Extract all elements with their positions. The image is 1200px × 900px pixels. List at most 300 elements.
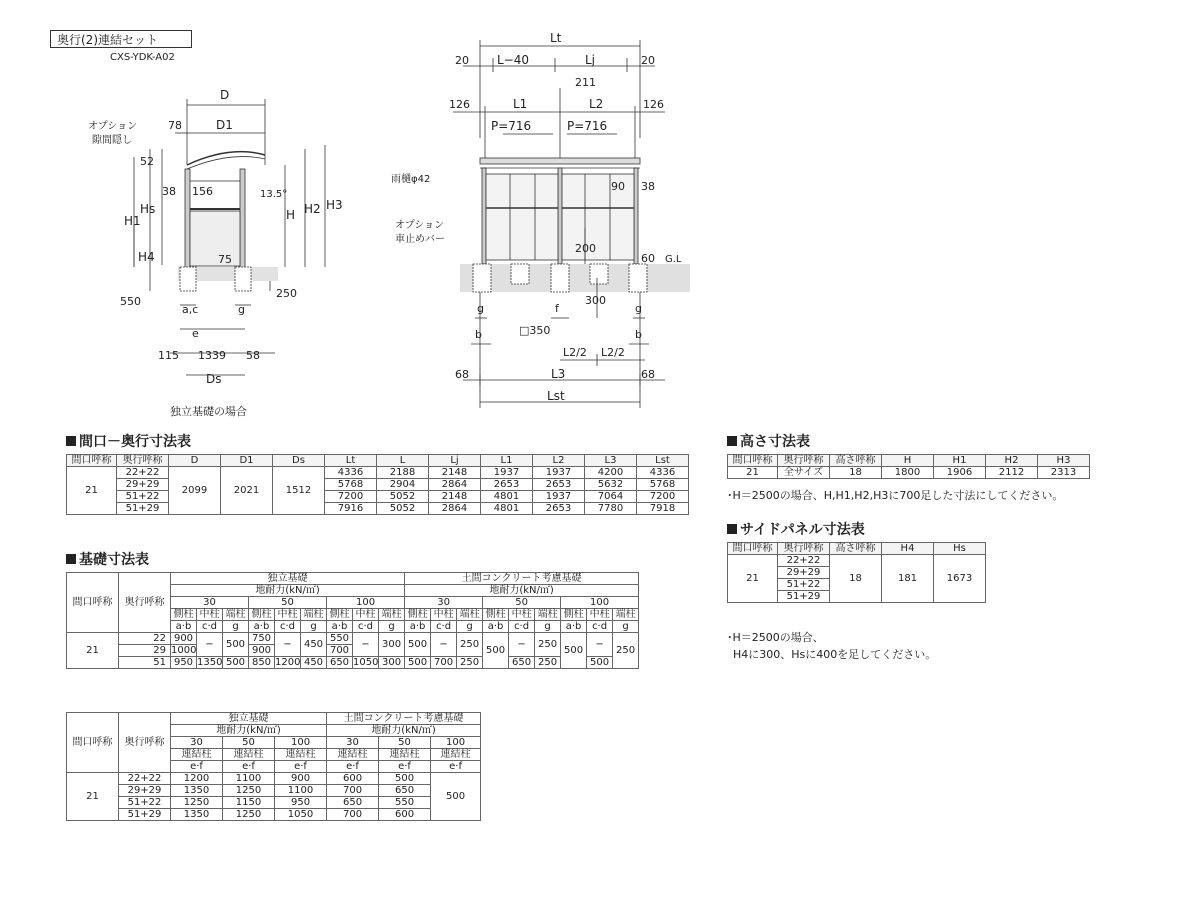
dim-156: 156 bbox=[192, 185, 213, 198]
cell-v: 900 bbox=[171, 633, 197, 645]
frontage-table-heading: 間口－奥行寸法表 bbox=[66, 431, 191, 451]
dim-68-right: 68 bbox=[641, 368, 655, 381]
th-end-post: 端柱 bbox=[613, 609, 639, 621]
th-H: H bbox=[882, 455, 934, 467]
dim-L1: L1 bbox=[513, 97, 528, 111]
dim-1339: 1339 bbox=[198, 349, 226, 362]
cell-v: 250 bbox=[535, 657, 561, 669]
dim-300: 300 bbox=[585, 294, 606, 307]
cell-v: 700 bbox=[431, 657, 457, 669]
dim-e: e bbox=[192, 327, 199, 340]
cell-v: 1350 bbox=[171, 785, 223, 797]
th-Hs: Hs bbox=[934, 543, 986, 555]
cell-D1: 2021 bbox=[221, 467, 273, 515]
th-b100: 100 bbox=[327, 597, 405, 609]
th-mid-post: 中柱 bbox=[587, 609, 613, 621]
cell-v: 1800 bbox=[882, 467, 934, 479]
th-connect-post: 連結柱 bbox=[275, 749, 327, 761]
dim-58: 58 bbox=[246, 349, 260, 362]
model-code: CXS-YDK-A02 bbox=[110, 52, 175, 63]
th-cd: c·d bbox=[509, 621, 535, 633]
th-b100: 100 bbox=[561, 597, 639, 609]
th-D: D bbox=[169, 455, 221, 467]
cell-v: 1200 bbox=[171, 773, 223, 785]
th-ef: e·f bbox=[223, 761, 275, 773]
cell-Hs: 1673 bbox=[934, 555, 986, 603]
cell-Lt: 4336 bbox=[325, 467, 377, 479]
cell-Lst: 4336 bbox=[637, 467, 689, 479]
th-H4: H4 bbox=[882, 543, 934, 555]
cell-v: 1050 bbox=[275, 809, 327, 821]
cell-depth: 22+22 bbox=[117, 467, 169, 479]
cell-depth: 29+29 bbox=[778, 567, 830, 579]
th-g: g bbox=[301, 621, 327, 633]
cell-Lt: 7200 bbox=[325, 491, 377, 503]
cell-frontage: 21 bbox=[67, 467, 117, 515]
cell-v: 500 bbox=[561, 633, 587, 669]
th-frontage: 間口呼称 bbox=[728, 455, 778, 467]
table-row bbox=[67, 657, 639, 669]
cell-v: 850 bbox=[249, 657, 275, 669]
dim-20-right: 20 bbox=[641, 54, 655, 67]
angle-label: 13.5° bbox=[260, 189, 288, 200]
th-frontage: 間口呼称 bbox=[67, 573, 119, 633]
dim-b-left: b bbox=[475, 328, 482, 341]
th-b30: 30 bbox=[327, 737, 379, 749]
th-connect-post: 連結柱 bbox=[223, 749, 275, 761]
dim-H2: H2 bbox=[304, 202, 321, 216]
th-side-post: 側柱 bbox=[249, 609, 275, 621]
cell-v: 600 bbox=[379, 809, 431, 821]
dim-D: D bbox=[220, 88, 230, 102]
dim-250: 250 bbox=[276, 287, 297, 300]
dim-b-right: b bbox=[635, 328, 642, 341]
cell-v: − bbox=[197, 633, 223, 657]
cell-v: − bbox=[587, 633, 613, 657]
cell-v: − bbox=[275, 633, 301, 657]
table-row bbox=[67, 467, 689, 479]
th-cd: c·d bbox=[353, 621, 379, 633]
dim-g-right: g bbox=[635, 302, 642, 315]
th-soil: 土間コンクリート考慮基礎 bbox=[327, 713, 481, 725]
cell-H4: 181 bbox=[882, 555, 934, 603]
dim-Hs: Hs bbox=[140, 202, 156, 216]
cell-L3: 5632 bbox=[585, 479, 637, 491]
height-table-heading: 高さ寸法表 bbox=[727, 431, 810, 451]
cell-height: 18 bbox=[830, 555, 882, 603]
cell-Lt: 5768 bbox=[325, 479, 377, 491]
th-frontage: 間口呼称 bbox=[67, 713, 119, 773]
cell-Lst: 5768 bbox=[637, 479, 689, 491]
cell-L3: 7064 bbox=[585, 491, 637, 503]
frontage-depth-table bbox=[66, 454, 689, 515]
dim-L2-half-a: L2/2 bbox=[563, 346, 587, 359]
th-connect-post: 連結柱 bbox=[379, 749, 431, 761]
cell-v: 1250 bbox=[171, 797, 223, 809]
th-depth: 奥行呼称 bbox=[117, 455, 169, 467]
th-H2: H2 bbox=[986, 455, 1038, 467]
cell-v: 300 bbox=[379, 633, 405, 657]
cell-v: 650 bbox=[327, 797, 379, 809]
dim-90: 90 bbox=[611, 180, 625, 193]
th-mid-post: 中柱 bbox=[353, 609, 379, 621]
cell-Lst: 7200 bbox=[637, 491, 689, 503]
cell-Lj: 2864 bbox=[429, 479, 481, 491]
cell-v: 750 bbox=[249, 633, 275, 645]
th-b100: 100 bbox=[275, 737, 327, 749]
cell-L2: 2653 bbox=[533, 503, 585, 515]
th-ef: e·f bbox=[171, 761, 223, 773]
cell-depth: 51+22 bbox=[119, 797, 171, 809]
dim-H1: H1 bbox=[124, 214, 141, 228]
th-bearing: 地耐力(kN/㎡) bbox=[171, 585, 405, 597]
th-b50: 50 bbox=[483, 597, 561, 609]
dim-Ds: Ds bbox=[206, 372, 222, 386]
cell-v: 650 bbox=[379, 785, 431, 797]
side-panel-table-heading: サイドパネル寸法表 bbox=[727, 519, 865, 539]
dim-68-left: 68 bbox=[455, 368, 469, 381]
cell-v: 250 bbox=[535, 633, 561, 657]
cell-L2: 2653 bbox=[533, 479, 585, 491]
cell-v: 700 bbox=[327, 809, 379, 821]
th-g: g bbox=[613, 621, 639, 633]
option-front-label: オプション bbox=[395, 220, 445, 231]
th-b50: 50 bbox=[223, 737, 275, 749]
dim-Lst: Lst bbox=[547, 389, 565, 403]
table-row bbox=[67, 503, 689, 515]
th-depth: 奥行呼称 bbox=[778, 543, 830, 555]
cell-v: 900 bbox=[249, 645, 275, 657]
dim-g: g bbox=[238, 303, 245, 316]
cell-v: 1350 bbox=[171, 809, 223, 821]
th-b50: 50 bbox=[249, 597, 327, 609]
table-row bbox=[728, 555, 986, 567]
th-soil: 土間コンクリート考慮基礎 bbox=[405, 573, 639, 585]
th-b30: 30 bbox=[171, 597, 249, 609]
th-ab: a·b bbox=[327, 621, 353, 633]
th-height-name: 高さ呼称 bbox=[830, 455, 882, 467]
th-g: g bbox=[535, 621, 561, 633]
dim-H4: H4 bbox=[138, 250, 155, 264]
dim-20-left: 20 bbox=[455, 54, 469, 67]
cell-depth: 22 bbox=[119, 633, 171, 645]
th-H3: H3 bbox=[1038, 455, 1090, 467]
th-side-post: 側柱 bbox=[483, 609, 509, 621]
cell-v: 950 bbox=[171, 657, 197, 669]
cell-v: 18 bbox=[830, 467, 882, 479]
dim-211: 211 bbox=[575, 76, 596, 89]
dim-P-right: P=716 bbox=[567, 119, 608, 133]
cell-L: 2904 bbox=[377, 479, 429, 491]
th-ab: a·b bbox=[249, 621, 275, 633]
th-H1: H1 bbox=[934, 455, 986, 467]
dim-550: 550 bbox=[120, 295, 141, 308]
th-D1: D1 bbox=[221, 455, 273, 467]
cell-v: 450 bbox=[301, 657, 327, 669]
th-cd: c·d bbox=[275, 621, 301, 633]
cell-depth: 22+22 bbox=[119, 773, 171, 785]
side-panel-note-1: ･H＝2500の場合、 bbox=[727, 631, 824, 644]
cell-Lst: 7918 bbox=[637, 503, 689, 515]
cell-L1: 1937 bbox=[481, 467, 533, 479]
dim-38: 38 bbox=[162, 185, 176, 198]
front-view-drawing bbox=[385, 28, 715, 413]
cell-depth: 51+29 bbox=[778, 591, 830, 603]
side-panel-note-2: H4に300、Hsに400を足してください。 bbox=[733, 648, 937, 661]
th-mid-post: 中柱 bbox=[197, 609, 223, 621]
th-connect-post: 連結柱 bbox=[171, 749, 223, 761]
table-row bbox=[67, 809, 481, 821]
dim-L2: L2 bbox=[589, 97, 604, 111]
cell-Ds: 1512 bbox=[273, 467, 325, 515]
cell-L1: 4801 bbox=[481, 491, 533, 503]
cell-depth: 29 bbox=[119, 645, 171, 657]
th-bearing: 地耐力(kN/㎡) bbox=[171, 725, 327, 737]
th-ab: a·b bbox=[405, 621, 431, 633]
cell-v: 500 bbox=[431, 773, 481, 821]
side-panel-table bbox=[727, 542, 986, 603]
th-end-post: 端柱 bbox=[379, 609, 405, 621]
table-row bbox=[728, 467, 1090, 479]
th-mid-post: 中柱 bbox=[275, 609, 301, 621]
th-L3: L3 bbox=[585, 455, 637, 467]
cell-v: 500 bbox=[483, 633, 509, 669]
th-g: g bbox=[379, 621, 405, 633]
gl-label: G.L bbox=[665, 254, 682, 265]
th-end-post: 端柱 bbox=[223, 609, 249, 621]
dim-L3: L3 bbox=[551, 367, 566, 381]
th-L: L bbox=[377, 455, 429, 467]
height-note: ･H＝2500の場合、H,H1,H2,H3に700足した寸法にしてください。 bbox=[727, 489, 1064, 502]
th-cd: c·d bbox=[197, 621, 223, 633]
gap-cover-label: 隙間隠し bbox=[92, 135, 132, 146]
cell-v: 950 bbox=[275, 797, 327, 809]
dim-75: 75 bbox=[218, 253, 232, 266]
th-g: g bbox=[457, 621, 483, 633]
th-ab: a·b bbox=[561, 621, 587, 633]
dim-60: 60 bbox=[641, 252, 655, 265]
cell-v: 1100 bbox=[275, 785, 327, 797]
cell-L: 5052 bbox=[377, 503, 429, 515]
th-independent: 独立基礎 bbox=[171, 713, 327, 725]
cell-v: 700 bbox=[327, 645, 353, 657]
th-independent: 独立基礎 bbox=[171, 573, 405, 585]
th-Lt: Lt bbox=[325, 455, 377, 467]
cell-L2: 1937 bbox=[533, 491, 585, 503]
cell-depth: 29+29 bbox=[119, 785, 171, 797]
dim-L40: L−40 bbox=[497, 53, 530, 67]
height-table bbox=[727, 454, 1090, 479]
cell-depth: 29+29 bbox=[117, 479, 169, 491]
cell-v: 300 bbox=[379, 657, 405, 669]
table-row bbox=[67, 479, 689, 491]
th-ef: e·f bbox=[275, 761, 327, 773]
th-ab: a·b bbox=[171, 621, 197, 633]
dim-f: f bbox=[555, 302, 559, 315]
cell-v: 1100 bbox=[223, 773, 275, 785]
cell-v: 2112 bbox=[986, 467, 1038, 479]
th-ef: e·f bbox=[431, 761, 481, 773]
th-depth: 奥行呼称 bbox=[119, 573, 171, 633]
cell-v: 500 bbox=[379, 773, 431, 785]
cell-v: 450 bbox=[301, 633, 327, 657]
cell-L3: 4200 bbox=[585, 467, 637, 479]
cell-v: 550 bbox=[379, 797, 431, 809]
cell-L: 2188 bbox=[377, 467, 429, 479]
dim-H: H bbox=[286, 208, 296, 222]
side-view-drawing bbox=[88, 85, 360, 425]
dim-200: 200 bbox=[575, 242, 596, 255]
cell-Lj: 2864 bbox=[429, 503, 481, 515]
th-frontage: 間口呼称 bbox=[67, 455, 117, 467]
cell-v: 500 bbox=[223, 633, 249, 657]
cell-v: 1200 bbox=[275, 657, 301, 668]
gutter-label: 雨樋φ42 bbox=[391, 174, 431, 185]
th-Lj: Lj bbox=[429, 455, 481, 467]
th-ef: e·f bbox=[379, 761, 431, 773]
cell-v: 1150 bbox=[223, 797, 275, 809]
dim-52: 52 bbox=[140, 155, 154, 168]
cell-depth: 51+29 bbox=[117, 503, 169, 515]
cell-v: 1350 bbox=[197, 657, 223, 668]
th-frontage: 間口呼称 bbox=[728, 543, 778, 555]
dim-H3: H3 bbox=[326, 198, 343, 212]
th-side-post: 側柱 bbox=[171, 609, 197, 621]
th-mid-post: 中柱 bbox=[431, 609, 457, 621]
cell-v: 550 bbox=[327, 633, 353, 645]
cell-L3: 7780 bbox=[585, 503, 637, 515]
th-end-post: 端柱 bbox=[457, 609, 483, 621]
cell-depth: 22+22 bbox=[778, 555, 830, 567]
cell-v: 250 bbox=[457, 657, 483, 669]
cell-Lt: 7916 bbox=[325, 503, 377, 515]
side-view-caption: 独立基礎の場合 bbox=[170, 405, 247, 418]
foundation-table bbox=[66, 572, 639, 669]
cell-v: 1250 bbox=[223, 809, 275, 821]
th-g: g bbox=[223, 621, 249, 633]
dim-g-left: g bbox=[477, 302, 484, 315]
th-cd: c·d bbox=[431, 621, 457, 633]
cell-v: 500 bbox=[223, 657, 249, 669]
dim-126-right: 126 bbox=[643, 98, 664, 111]
th-side-post: 側柱 bbox=[327, 609, 353, 621]
cell-L1: 4801 bbox=[481, 503, 533, 515]
cell-v: 650 bbox=[327, 657, 353, 669]
cell-v: 全サイズ bbox=[778, 467, 830, 479]
cell-v: 250 bbox=[457, 633, 483, 657]
option-label: オプション bbox=[88, 121, 138, 132]
th-ab: a·b bbox=[483, 621, 509, 633]
cell-v: 600 bbox=[327, 773, 379, 785]
cell-v: − bbox=[353, 633, 379, 657]
cell-v: 250 bbox=[613, 633, 639, 669]
cell-v: 900 bbox=[275, 773, 327, 785]
th-bearing: 地耐力(kN/㎡) bbox=[405, 585, 639, 597]
cell-depth: 51+22 bbox=[117, 491, 169, 503]
th-side-post: 側柱 bbox=[561, 609, 587, 621]
dim-P-left: P=716 bbox=[491, 119, 532, 133]
cell-v: 1906 bbox=[934, 467, 986, 479]
th-b30: 30 bbox=[405, 597, 483, 609]
th-b50: 50 bbox=[379, 737, 431, 749]
table-row bbox=[67, 797, 481, 809]
cell-v: 650 bbox=[509, 657, 535, 669]
th-connect-post: 連結柱 bbox=[327, 749, 379, 761]
cell-v: 500 bbox=[405, 657, 431, 669]
cell-L1: 2653 bbox=[481, 479, 533, 491]
cell-v: 21 bbox=[728, 467, 778, 479]
stopper-label: 車止めバー bbox=[395, 234, 445, 245]
cell-v: 700 bbox=[327, 785, 379, 797]
cell-v: − bbox=[431, 633, 457, 657]
cell-Lj: 2148 bbox=[429, 491, 481, 503]
th-b100: 100 bbox=[431, 737, 481, 749]
drawing-title: 奥行(2)連結セット bbox=[50, 30, 192, 48]
table-row bbox=[67, 785, 481, 797]
table-row bbox=[67, 633, 639, 645]
th-bearing: 地耐力(kN/㎡) bbox=[327, 725, 481, 737]
cell-depth: 51+22 bbox=[778, 579, 830, 591]
th-b30: 30 bbox=[171, 737, 223, 749]
th-ef: e·f bbox=[327, 761, 379, 773]
dim-78: 78 bbox=[168, 119, 182, 132]
dim-Lj: Lj bbox=[585, 53, 596, 67]
cell-frontage: 21 bbox=[728, 555, 778, 603]
cell-v: 500 bbox=[587, 657, 613, 669]
th-L2: L2 bbox=[533, 455, 585, 467]
cell-L2: 1937 bbox=[533, 467, 585, 479]
dim-126-left: 126 bbox=[449, 98, 470, 111]
table-row bbox=[67, 491, 689, 503]
connecting-post-table bbox=[66, 712, 481, 821]
dim-ac: a,c bbox=[182, 303, 199, 316]
dim-115: 115 bbox=[158, 349, 179, 362]
th-end-post: 端柱 bbox=[301, 609, 327, 621]
dim-38-front: 38 bbox=[641, 180, 655, 193]
dim-Lt: Lt bbox=[550, 31, 562, 45]
th-L1: L1 bbox=[481, 455, 533, 467]
th-cd: c·d bbox=[587, 621, 613, 633]
cell-v: − bbox=[509, 633, 535, 657]
cell-frontage: 21 bbox=[67, 633, 119, 669]
cell-Lj: 2148 bbox=[429, 467, 481, 479]
cell-v: 1000 bbox=[171, 645, 197, 656]
th-Ds: Ds bbox=[273, 455, 325, 467]
th-end-post: 端柱 bbox=[535, 609, 561, 621]
cell-depth: 51 bbox=[119, 657, 171, 669]
foundation-table-heading: 基礎寸法表 bbox=[66, 549, 149, 569]
th-side-post: 側柱 bbox=[405, 609, 431, 621]
cell-v: 1250 bbox=[223, 785, 275, 797]
th-height-name: 高さ呼称 bbox=[830, 543, 882, 555]
dim-D1: D1 bbox=[216, 118, 233, 132]
table-row bbox=[67, 773, 481, 785]
cell-frontage: 21 bbox=[67, 773, 119, 821]
cell-v: 500 bbox=[405, 633, 431, 657]
cell-L: 5052 bbox=[377, 491, 429, 503]
th-connect-post: 連結柱 bbox=[431, 749, 481, 761]
dim-sq350: □350 bbox=[519, 324, 551, 337]
th-depth: 奥行呼称 bbox=[119, 713, 171, 773]
cell-v: 2313 bbox=[1038, 467, 1090, 479]
cell-v: 1050 bbox=[353, 657, 379, 668]
dim-L2-half-b: L2/2 bbox=[601, 346, 625, 359]
th-mid-post: 中柱 bbox=[509, 609, 535, 621]
cell-D: 2099 bbox=[169, 467, 221, 515]
th-depth: 奥行呼称 bbox=[778, 455, 830, 467]
th-Lst: Lst bbox=[637, 455, 689, 467]
cell-depth: 51+29 bbox=[119, 809, 171, 821]
